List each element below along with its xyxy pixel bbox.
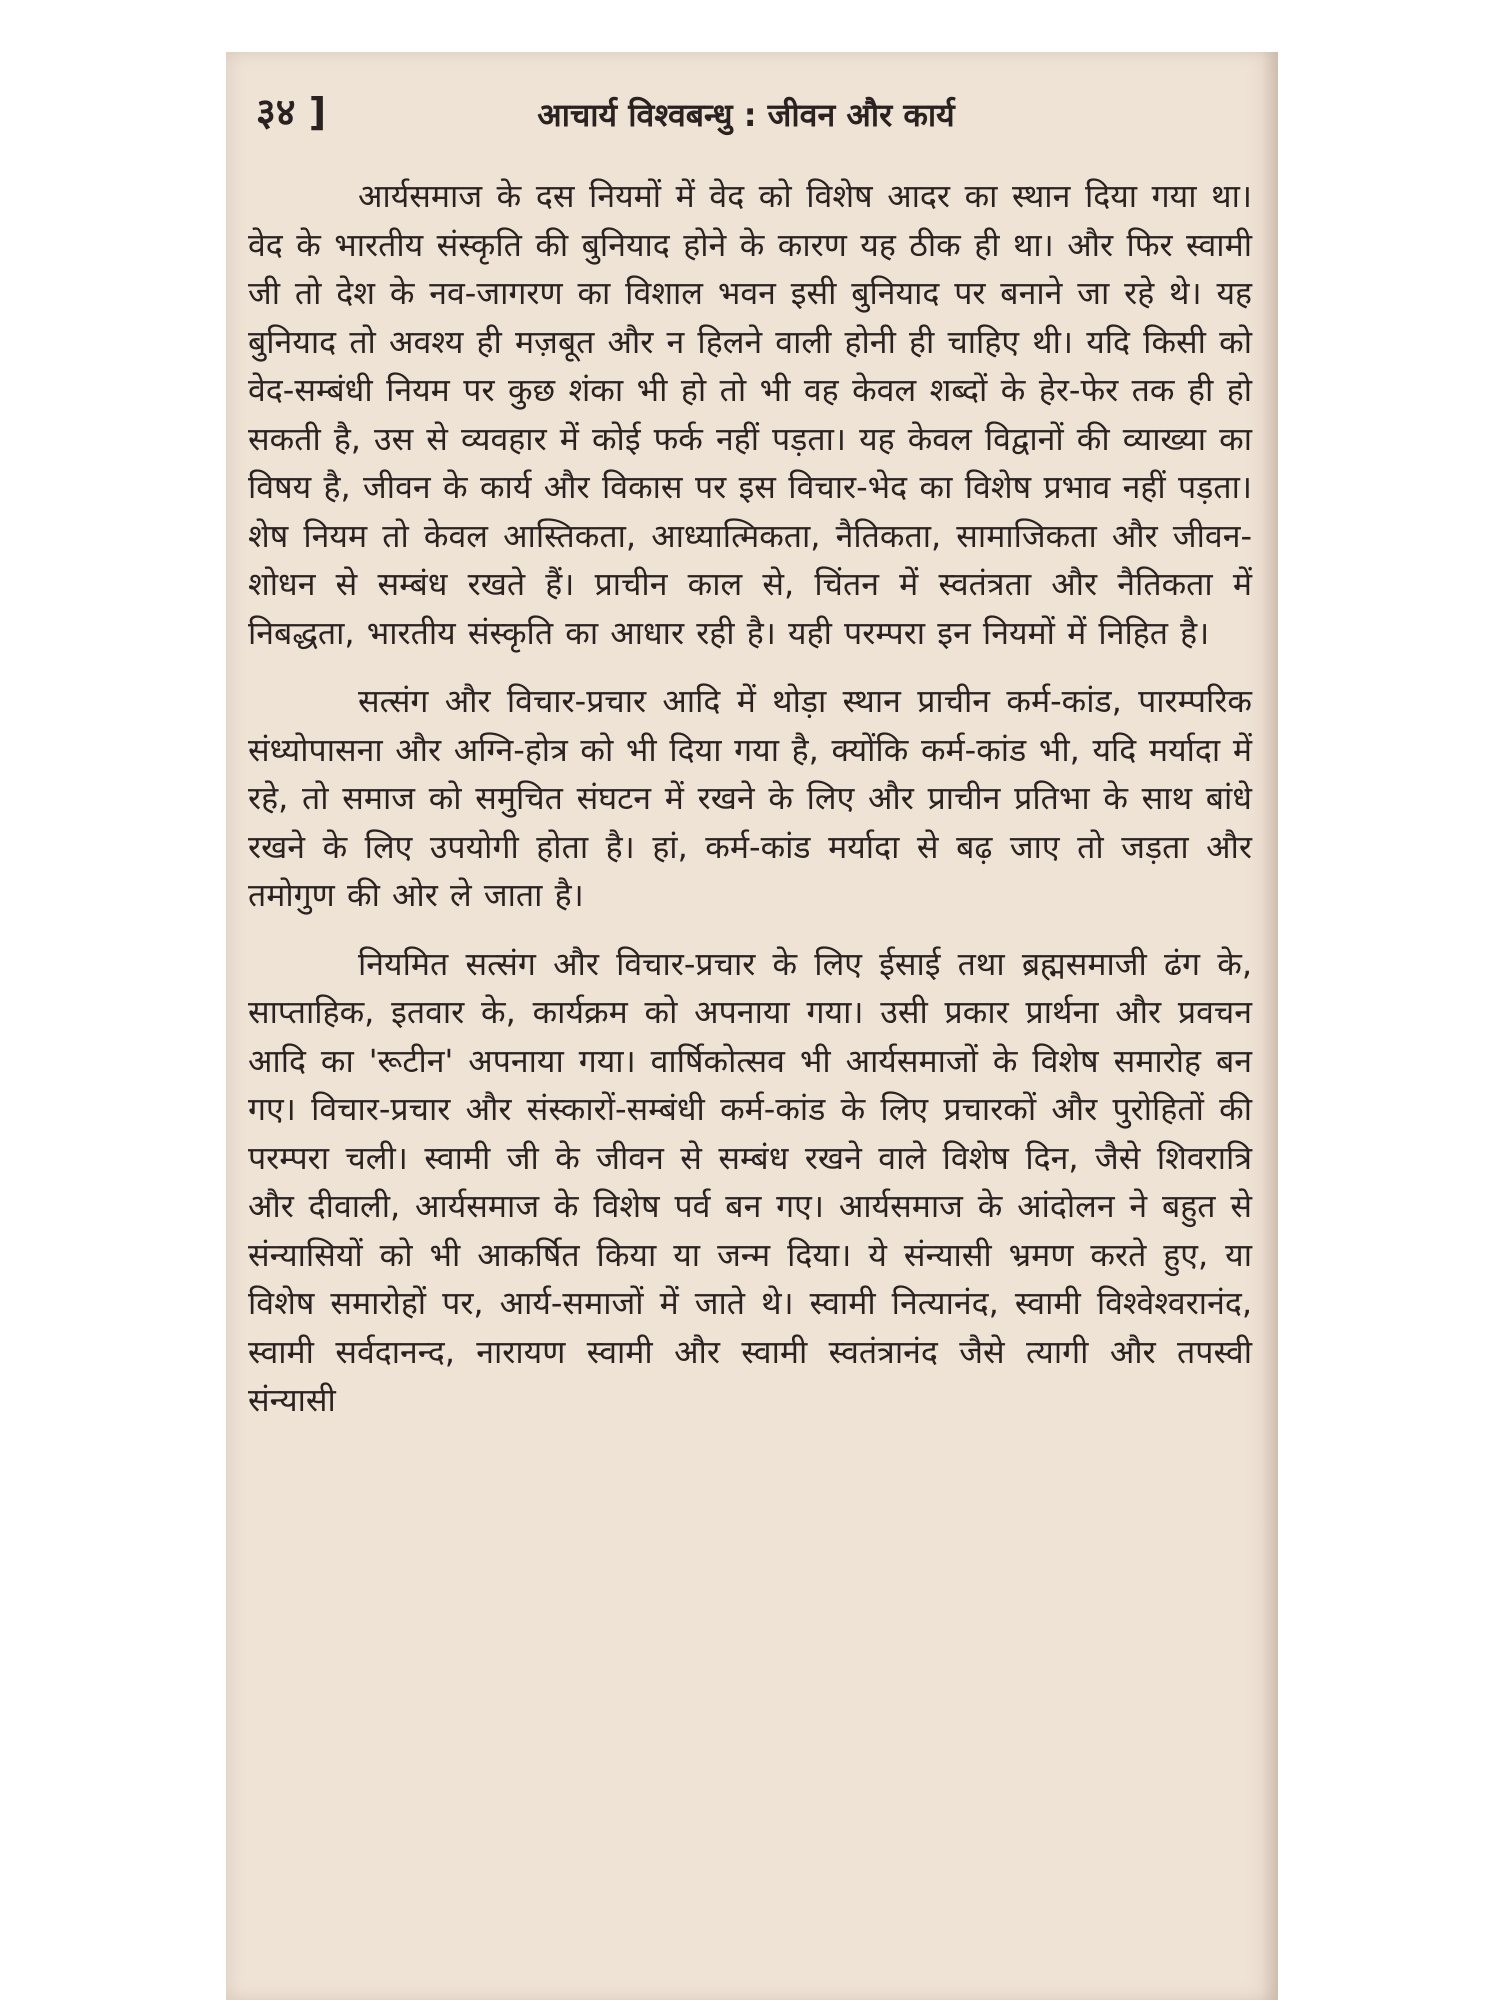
page-header xyxy=(256,90,1256,150)
paragraph-arya-samaj-rules: आर्यसमाज के दस नियमों में वेद को विशेष आदर का स्थान दिया गया था। वेद के भारतीय संस्कृति की बुनियाद होने के कारण यह ठीक ही था। और फिर स्वामी जी तो देश के नव-जागरण का विशाल भवन इसी बुनियाद पर बनाने जा रहे थे। यह बुनियाद तो अवश्य ही मज़बूत और न हिलने वाली होनी ही चाहिए थी। यदि किसी को वेद-सम्बंधी नियम पर कुछ शंका भी हो तो भी वह केवल शब्दों के हेर-फेर तक ही हो सकती है, उस से व्यवहार में कोई फर्क नहीं पड़ता। यह केवल विद्वानों की व्याख्या का विषय है, जीवन के कार्य और विकास पर इस विचार-भेद का विशेष प्रभाव नहीं पड़ता। शेष नियम तो केवल आस्तिकता, आध्यात्मिकता, नैतिकता, सामाजिकता और जीवन-शोधन से सम्बंध रखते हैं। प्राचीन काल से, चिंतन में स्वतंत्रता और नैतिकता में निबद्धता, भारतीय संस्कृति का आधार रही है। यही परम्परा इन नियमों में निहित है। xyxy=(248,177,1252,652)
paragraph-satsang-karmakand: सत्संग और विचार-प्रचार आदि में थोड़ा स्थान प्राचीन कर्म-कांड, पारम्परिक संध्योपासना और अग्नि-होत्र को भी दिया गया है, क्योंकि कर्म-कांड भी, यदि मर्यादा में रहे, तो समाज को समुचित संघटन में रखने के लिए और प्राचीन प्रतिभा के साथ बांधे रखने के लिए उपयोगी होता है। हां, कर्म-कांड मर्यादा से बढ़ जाए तो जड़ता और तमोगुण की ओर ले जाता है। xyxy=(248,682,1252,914)
page-gutter-shadow xyxy=(1262,52,1278,2000)
running-title: आचार्य विश्वबन्धु : जीवन और कार्य xyxy=(537,96,955,134)
page-number: ३४ ] xyxy=(256,90,327,134)
paragraph-weekly-programme: नियमित सत्संग और विचार-प्रचार के लिए ईसाई तथा ब्रह्मसमाजी ढंग के, साप्ताहिक, इतवार के, कार्यक्रम को अपनाया गया। उसी प्रकार प्रार्थना और प्रवचन आदि का 'रूटीन' अपनाया गया। वार्षिकोत्सव भी आर्यसमाजों के विशेष समारोह बन गए। विचार-प्रचार और संस्कारों-सम्बंधी कर्म-कांड के लिए प्रचारकों और पुरोहितों की परम्परा चली। स्वामी जी के जीवन से सम्बंध रखने वाले विशेष दिन, जैसे शिवरात्रि और दीवाली, आर्यसमाज के विशेष पर्व बन गए। आर्यसमाज के आंदोलन ने बहुत से संन्यासियों को भी आकर्षित किया या जन्म दिया। ये संन्यासी भ्रमण करते हुए, या विशेष समारोहों पर, आर्य-समाजों में जाते थे। स्वामी नित्यानंद, स्वामी विश्वेश्वरानंद, स्वामी सर्वदानन्द, नारायण स्वामी और स्वामी स्वतंत्रानंद जैसे त्यागी और तपस्वी संन्यासी xyxy=(248,944,1252,1419)
page-body xyxy=(248,172,1252,1425)
book-page xyxy=(226,52,1278,2000)
